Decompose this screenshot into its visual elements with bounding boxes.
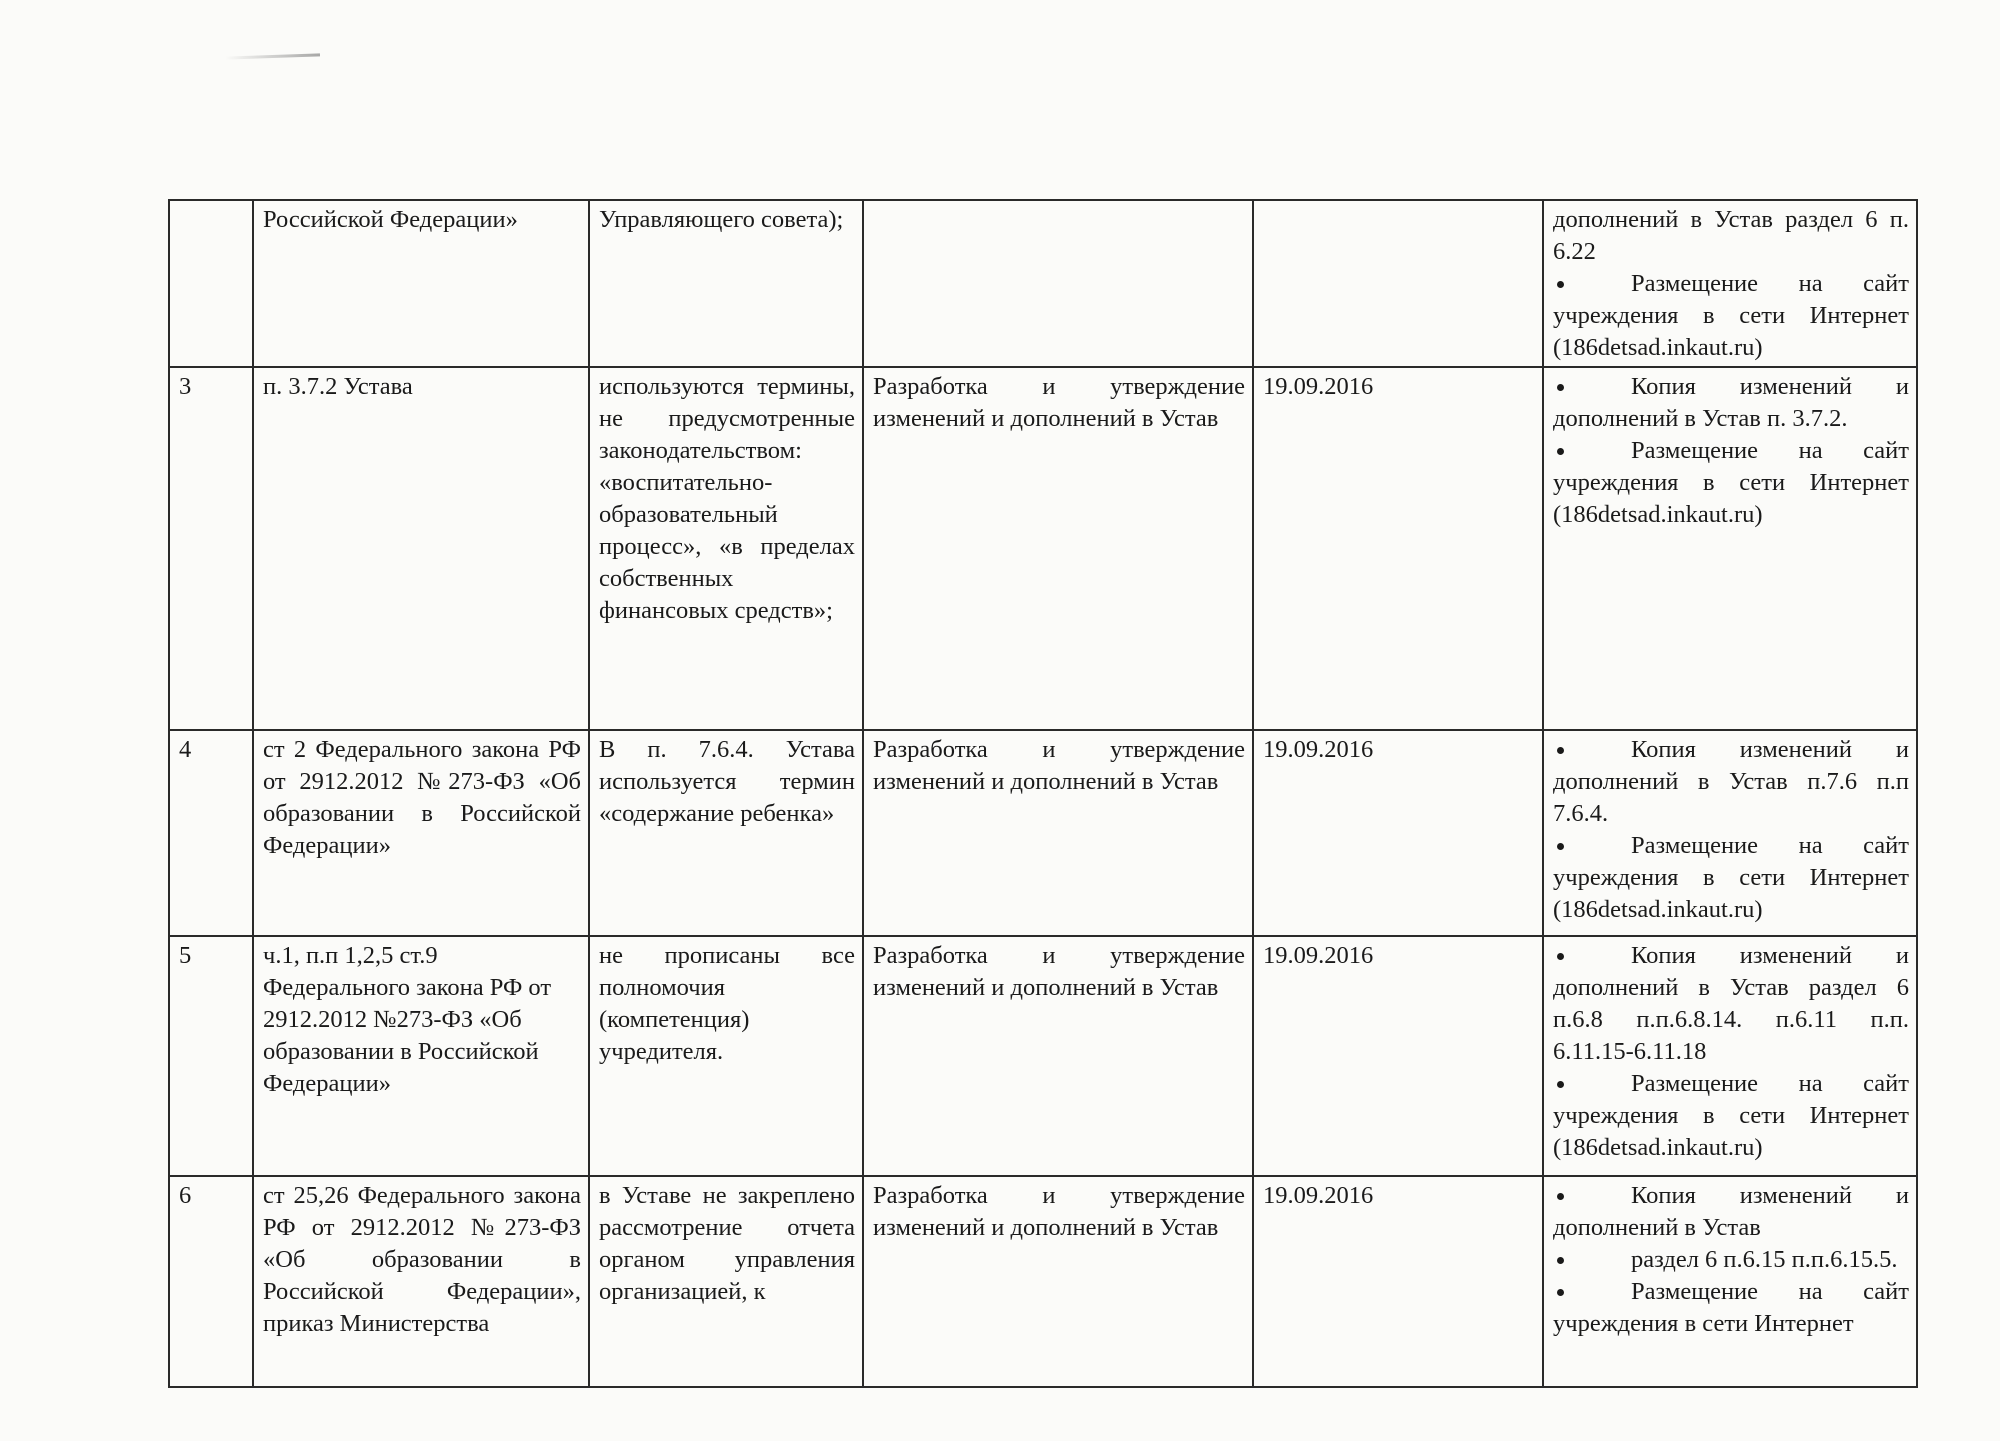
bullet-icon bbox=[1557, 1081, 1564, 1088]
list-item: Размещение на сайт учреждения в сети Интернет (186detsad.inkaut.ru) bbox=[1553, 1070, 1909, 1161]
list-item: Копия изменений и дополнений в Устав раздел 6 п.6.8 п.п.6.8.14. п.6.11 п.п. 6.11.15-6.11.18 bbox=[1553, 942, 1909, 1065]
list-item: Копия изменений и дополнений в Устав bbox=[1553, 1182, 1909, 1241]
result-lead-text: дополнений в Устав раздел 6 п. 6.22 bbox=[1553, 206, 1909, 265]
bullet-icon bbox=[1557, 1257, 1564, 1264]
result-cell bbox=[1543, 367, 1917, 730]
table-row bbox=[169, 730, 1917, 936]
legal-norm-cell: Российской Федерации» bbox=[253, 200, 589, 367]
date-cell: 19.09.2016 bbox=[1253, 367, 1543, 730]
violation-cell: в Уставе не закреплено рассмотрение отчета органом управления организацией, к bbox=[589, 1176, 863, 1387]
bullet-icon bbox=[1557, 281, 1564, 288]
measure-cell: Разработка и утверждение изменений и дополнений в Устав bbox=[863, 367, 1253, 730]
date-cell bbox=[1253, 200, 1543, 367]
result-cell bbox=[1543, 200, 1917, 367]
bullet-icon bbox=[1557, 1289, 1564, 1296]
result-list bbox=[1553, 371, 1909, 531]
list-item: Размещение на сайт учреждения в сети Интернет (186detsad.inkaut.ru) bbox=[1553, 270, 1909, 361]
result-cell bbox=[1543, 730, 1917, 936]
violation-cell: используются термины, не предусмотренные законодательством: «воспитательно-образовательный процесс», «в пределах собственных финансовых средств»; bbox=[589, 367, 863, 730]
table-row bbox=[169, 936, 1917, 1176]
result-list bbox=[1553, 268, 1909, 364]
legal-norm-cell: п. 3.7.2 Устава bbox=[253, 367, 589, 730]
date-cell: 19.09.2016 bbox=[1253, 936, 1543, 1176]
row-number-cell: 5 bbox=[169, 936, 253, 1176]
legal-norm-cell: ст 25,26 Федерального закона РФ от 2912.2012 №273-ФЗ «Об образовании в Российской Федерации», приказ Министерства bbox=[253, 1176, 589, 1387]
bullet-icon bbox=[1557, 747, 1564, 754]
measures-table bbox=[168, 199, 1918, 1388]
measure-cell: Разработка и утверждение изменений и дополнений в Устав bbox=[863, 936, 1253, 1176]
scan-artifact-line bbox=[225, 53, 320, 59]
result-list bbox=[1553, 734, 1909, 926]
bullet-icon bbox=[1557, 1193, 1564, 1200]
list-item: Размещение на сайт учреждения в сети Интернет (186detsad.inkaut.ru) bbox=[1553, 832, 1909, 923]
measure-cell bbox=[863, 200, 1253, 367]
violation-cell: не прописаны все полномочия (компетенция) учредителя. bbox=[589, 936, 863, 1176]
row-number-cell: 6 bbox=[169, 1176, 253, 1387]
date-cell: 19.09.2016 bbox=[1253, 730, 1543, 936]
violation-cell: В п. 7.6.4. Устава используется термин «содержание ребенка» bbox=[589, 730, 863, 936]
row-number-cell bbox=[169, 200, 253, 367]
bullet-icon bbox=[1557, 953, 1564, 960]
result-list bbox=[1553, 1180, 1909, 1340]
list-item: Размещение на сайт учреждения в сети Интернет bbox=[1553, 1278, 1909, 1337]
table-row bbox=[169, 200, 1917, 367]
list-item: Копия изменений и дополнений в Устав п. 3.7.2. bbox=[1553, 373, 1909, 432]
result-cell bbox=[1543, 936, 1917, 1176]
legal-norm-cell: ч.1, п.п 1,2,5 ст.9 Федерального закона РФ от 2912.2012 №273-ФЗ «Об образовании в Российской Федерации» bbox=[253, 936, 589, 1176]
bullet-icon bbox=[1557, 384, 1564, 391]
list-item: Копия изменений и дополнений в Устав п.7.6 п.п 7.6.4. bbox=[1553, 736, 1909, 827]
table-row bbox=[169, 1176, 1917, 1387]
violation-cell: Управляющего совета); bbox=[589, 200, 863, 367]
result-list bbox=[1553, 940, 1909, 1164]
result-cell bbox=[1543, 1176, 1917, 1387]
bullet-icon bbox=[1557, 843, 1564, 850]
list-item: раздел 6 п.6.15 п.п.6.15.5. bbox=[1553, 1244, 1909, 1276]
legal-norm-cell: ст 2 Федерального закона РФ от 2912.2012 №273-ФЗ «Об образовании в Российской Федерации» bbox=[253, 730, 589, 936]
date-cell: 19.09.2016 bbox=[1253, 1176, 1543, 1387]
bullet-icon bbox=[1557, 448, 1564, 455]
row-number-cell: 3 bbox=[169, 367, 253, 730]
measure-cell: Разработка и утверждение изменений и дополнений в Устав bbox=[863, 730, 1253, 936]
table-row bbox=[169, 367, 1917, 730]
row-number-cell: 4 bbox=[169, 730, 253, 936]
measure-cell: Разработка и утверждение изменений и дополнений в Устав bbox=[863, 1176, 1253, 1387]
list-item: Размещение на сайт учреждения в сети Интернет (186detsad.inkaut.ru) bbox=[1553, 437, 1909, 528]
